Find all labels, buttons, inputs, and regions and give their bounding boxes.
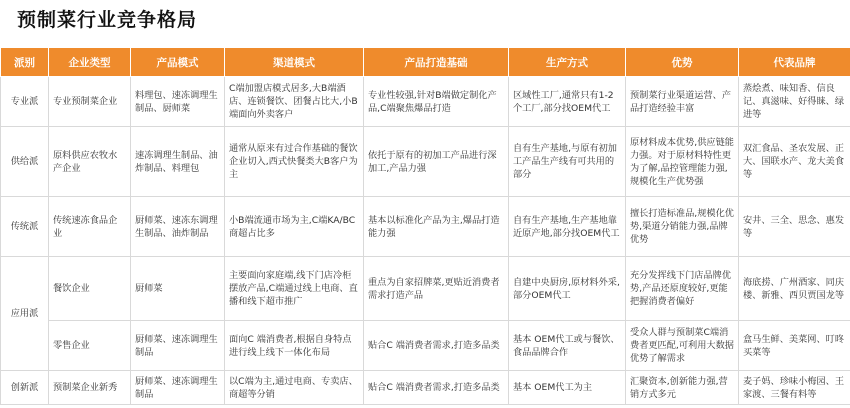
table-cell: 餐饮企业 <box>49 257 131 321</box>
table-cell: 小B端流通市场为主,C端KA/BC 商超占比多 <box>225 197 364 257</box>
table-cell: 面向C 端消费者,根据自身特点进行线上线下一体化布局 <box>225 321 364 371</box>
table-cell: 厨师菜、速冻调理生制品 <box>131 321 225 371</box>
table-cell: 基本 OEM代工或与餐饮、食品品牌合作 <box>509 321 626 371</box>
table-cell: 贴合C 端消费者需求,打造多品类 <box>364 371 509 405</box>
col-header-product-mode: 产品模式 <box>131 48 225 77</box>
table-cell: 重点为自家招牌菜,更贴近消费者需求打造产品 <box>364 257 509 321</box>
competition-table <box>0 47 850 405</box>
table-cell: 盒马生鲜、美菜网、叮咚买菜等 <box>739 321 850 371</box>
table-cell: 以C端为主,通过电商、专卖店、商超等分销 <box>225 371 364 405</box>
faction-cell: 传统派 <box>1 197 49 257</box>
table-cell: 蒸烩煮、味知香、信良记、真滋味、好得睐、绿进等 <box>739 77 850 127</box>
table-cell: 麦子妈、珍味小梅园、王家渡、三餐有料等 <box>739 371 850 405</box>
table-cell: 依托于原有的初加工产品进行深加工,产品力强 <box>364 127 509 197</box>
faction-cell: 应用派 <box>1 257 49 371</box>
table-cell: 汇聚资本,创新能力强,营销方式多元 <box>626 371 739 405</box>
table-cell: 区域性工厂,通常只有1-2个工厂,部分找OEM代工 <box>509 77 626 127</box>
table-cell: 通常从原来有过合作基础的餐饮企业切入,西式快餐类大B客户为主 <box>225 127 364 197</box>
table-cell: 厨师菜 <box>131 257 225 321</box>
table-row <box>1 77 850 127</box>
table-cell: 传统速冻食品企业 <box>49 197 131 257</box>
table-cell: 原料供应农牧水产企业 <box>49 127 131 197</box>
col-header-company-type: 企业类型 <box>49 48 131 77</box>
faction-cell: 供给派 <box>1 127 49 197</box>
header-row <box>1 48 850 77</box>
faction-cell: 创新派 <box>1 371 49 405</box>
table-cell: 基本 OEM代工为主 <box>509 371 626 405</box>
table-cell: 海底捞、广州酒家、同庆楼、新雅、西贝贾国龙等 <box>739 257 850 321</box>
page-title: 预制菜行业竞争格局 <box>17 9 198 31</box>
table-cell: 擅长打造标准品,规模化优势,渠道分销能力强,品牌优势 <box>626 197 739 257</box>
col-header-advantage: 优势 <box>626 48 739 77</box>
col-header-brands: 代表品牌 <box>739 48 850 77</box>
col-header-product-basis: 产品打造基础 <box>364 48 509 77</box>
table-row <box>1 197 850 257</box>
table-row <box>1 257 850 321</box>
table-cell: 受众人群与预制菜C端消费者更匹配,可利用大数据优势了解需求 <box>626 321 739 371</box>
col-header-production: 生产方式 <box>509 48 626 77</box>
table-cell: 贴合C 端消费者需求,打造多品类 <box>364 321 509 371</box>
table-cell: C端加盟店模式居多,大B端酒店、连锁餐饮、团餐占比大,小B端面向外卖客户 <box>225 77 364 127</box>
table-row <box>1 371 850 405</box>
col-header-channel-mode: 渠道模式 <box>225 48 364 77</box>
table-cell: 厨师菜、速冻东调理生制品、油炸制品 <box>131 197 225 257</box>
faction-cell: 专业派 <box>1 77 49 127</box>
table-cell: 料理包、速冻调理生制品、厨师菜 <box>131 77 225 127</box>
table-row <box>1 127 850 197</box>
table-cell: 自有生产基地,与原有初加工产品生产线有可共用的部分 <box>509 127 626 197</box>
table-cell: 预制菜企业新秀 <box>49 371 131 405</box>
table-cell: 厨师菜、速冻调理生制品 <box>131 371 225 405</box>
table-cell: 充分发挥线下门店品牌优势,产品还原度较好,更能把握消费者偏好 <box>626 257 739 321</box>
table-row <box>1 321 850 371</box>
table-cell: 基本以标准化产品为主,爆品打造能力强 <box>364 197 509 257</box>
table-cell: 双汇食品、圣农发展、正大、国联水产、龙大美食等 <box>739 127 850 197</box>
table-cell: 零售企业 <box>49 321 131 371</box>
table-cell: 自建中央厨房,原材料外采,部分OEM代工 <box>509 257 626 321</box>
table-cell: 专业性较强,针对B端做定制化产品,C端聚焦爆品打造 <box>364 77 509 127</box>
col-header-faction: 派别 <box>1 48 49 77</box>
table-cell: 主要面向家庭端,线下门店冷柜摆放产品,C端通过线上电商、直播和线下超市推广 <box>225 257 364 321</box>
table-cell: 安井、三全、思念、惠发等 <box>739 197 850 257</box>
table-cell: 专业预制菜企业 <box>49 77 131 127</box>
table-cell: 速冻调理生制品、油炸制品、料理包 <box>131 127 225 197</box>
table-cell: 自有生产基地,生产基地靠近原产地,部分找OEM代工 <box>509 197 626 257</box>
table-cell: 预制菜行业渠道运营、产品打造经验丰富 <box>626 77 739 127</box>
table-cell: 原材料成本优势,供应链能力强。对于原材料特性更为了解,品控管理能力强,规模化生产优势强 <box>626 127 739 197</box>
